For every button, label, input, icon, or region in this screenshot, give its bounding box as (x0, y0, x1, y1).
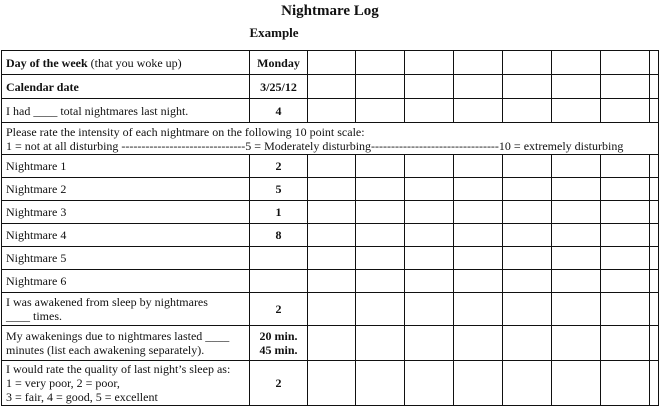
table-row-day-of-week (2, 51, 659, 75)
entry-cell[interactable] (503, 247, 552, 270)
entry-cell[interactable] (601, 224, 650, 247)
entry-cell[interactable] (405, 155, 454, 178)
entry-cell[interactable] (454, 361, 503, 406)
row-label-line: My awakenings due to nightmares lasted ____ (6, 329, 230, 343)
entry-cell[interactable] (552, 178, 601, 201)
entry-cell[interactable] (356, 99, 405, 123)
entry-cell[interactable] (650, 361, 659, 406)
entry-cell[interactable] (308, 326, 356, 361)
entry-cell[interactable] (356, 293, 405, 326)
table-row-nightmare-3 (2, 201, 659, 224)
example-cell: 8 (250, 224, 308, 247)
entry-cell[interactable] (650, 326, 659, 361)
entry-cell[interactable] (356, 178, 405, 201)
entry-cell[interactable] (601, 247, 650, 270)
example-column-heading: Example (249, 25, 299, 40)
example-cell: 2 (250, 361, 308, 406)
entry-cell[interactable] (650, 75, 659, 99)
table-row-nightmare-5 (2, 247, 659, 270)
row-label-line: I was awakened from sleep by nightmares (6, 295, 208, 309)
row-label: Nightmare 2 (2, 178, 250, 201)
table-row-sleep-quality (2, 361, 659, 406)
entry-cell[interactable] (454, 99, 503, 123)
table-row-nightmare-1 (2, 155, 659, 178)
entry-cell[interactable] (503, 224, 552, 247)
entry-cell[interactable] (503, 201, 552, 224)
entry-cell[interactable] (356, 270, 405, 293)
entry-cell[interactable] (650, 51, 659, 75)
entry-cell[interactable] (356, 247, 405, 270)
entry-cell[interactable] (308, 224, 356, 247)
entry-cell[interactable] (405, 361, 454, 406)
entry-cell[interactable] (405, 326, 454, 361)
entry-cell[interactable] (454, 247, 503, 270)
entry-cell[interactable] (601, 51, 650, 75)
entry-cell[interactable] (601, 293, 650, 326)
table-row-total-nightmares (2, 99, 659, 123)
entry-cell[interactable] (650, 155, 659, 178)
entry-cell[interactable] (356, 326, 405, 361)
entry-cell[interactable] (405, 293, 454, 326)
row-label-line: minutes (list each awakening separately). (6, 343, 205, 357)
entry-cell[interactable] (503, 361, 552, 406)
example-cell: 2 (250, 155, 308, 178)
entry-cell[interactable] (650, 99, 659, 123)
page-title: Nightmare Log (281, 3, 379, 19)
entry-cell[interactable] (552, 293, 601, 326)
entry-cell[interactable] (650, 247, 659, 270)
entry-cell[interactable] (650, 201, 659, 224)
entry-cell[interactable] (405, 51, 454, 75)
intensity-scale-instructions (2, 123, 659, 155)
entry-cell[interactable] (601, 326, 650, 361)
row-label: Nightmare 4 (2, 224, 250, 247)
entry-cell[interactable] (503, 75, 552, 99)
entry-cell[interactable] (308, 155, 356, 178)
table-row-nightmare-4 (2, 224, 659, 247)
entry-cell[interactable] (650, 224, 659, 247)
entry-cell[interactable] (552, 326, 601, 361)
entry-cell[interactable] (405, 178, 454, 201)
entry-cell[interactable] (503, 326, 552, 361)
entry-cell[interactable] (650, 293, 659, 326)
nightmare-log-table (1, 50, 659, 406)
entry-cell[interactable] (308, 361, 356, 406)
intensity-scale-legend: 1 = not at all disturbing -------------------------------5 = Moderately disturbing--------------------------------10 = extremely disturbing (6, 138, 624, 153)
entry-cell[interactable] (552, 361, 601, 406)
example-cell: 5 (250, 178, 308, 201)
entry-cell[interactable] (356, 224, 405, 247)
row-label-note: (that you woke up) (87, 55, 182, 70)
entry-cell[interactable] (454, 51, 503, 75)
table-row-nightmare-2 (2, 178, 659, 201)
entry-cell[interactable] (454, 75, 503, 99)
entry-cell[interactable] (405, 201, 454, 224)
entry-cell[interactable] (356, 51, 405, 75)
row-label: Nightmare 6 (2, 270, 250, 293)
intensity-scale-prompt: Please rate the intensity of each nightmare on the following 10 point scale: (6, 124, 365, 139)
entry-cell[interactable] (308, 247, 356, 270)
entry-cell[interactable] (454, 201, 503, 224)
entry-cell[interactable] (454, 224, 503, 247)
example-cell (250, 247, 308, 270)
entry-cell[interactable] (601, 99, 650, 123)
example-cell (250, 270, 308, 293)
entry-cell[interactable] (552, 51, 601, 75)
table-row-calendar-date (2, 75, 659, 99)
entry-cell[interactable] (601, 201, 650, 224)
row-label: Nightmare 1 (2, 155, 250, 178)
entry-cell[interactable] (454, 270, 503, 293)
entry-cell[interactable] (356, 201, 405, 224)
entry-cell[interactable] (650, 270, 659, 293)
row-label: Nightmare 3 (2, 201, 250, 224)
row-label-line: ____ times. (6, 309, 62, 323)
entry-cell[interactable] (308, 51, 356, 75)
entry-cell[interactable] (601, 178, 650, 201)
entry-cell[interactable] (552, 99, 601, 123)
row-label-line: 1 = very poor, 2 = poor, (6, 376, 120, 390)
row-label-line: 3 = fair, 4 = good, 5 = excellent (6, 390, 158, 404)
entry-cell[interactable] (552, 247, 601, 270)
row-label-bold: Day of the week (6, 55, 88, 70)
entry-cell[interactable] (503, 155, 552, 178)
row-label: Calendar date (2, 75, 250, 99)
example-line: 20 min. (259, 329, 298, 343)
table-row-awakenings-count (2, 293, 659, 326)
entry-cell[interactable] (356, 75, 405, 99)
row-label: I had ____ total nightmares last night. (2, 99, 250, 123)
example-cell (250, 326, 308, 361)
entry-cell[interactable] (454, 178, 503, 201)
entry-cell[interactable] (405, 247, 454, 270)
entry-cell[interactable] (601, 361, 650, 406)
entry-cell[interactable] (405, 99, 454, 123)
entry-cell[interactable] (356, 155, 405, 178)
entry-cell[interactable] (308, 201, 356, 224)
entry-cell[interactable] (650, 178, 659, 201)
entry-cell[interactable] (601, 155, 650, 178)
entry-cell[interactable] (308, 293, 356, 326)
example-cell: 2 (250, 293, 308, 326)
row-label-line: I would rate the quality of last night’s sleep as: (6, 362, 231, 376)
table-row-intensity-scale (2, 123, 659, 155)
entry-cell[interactable] (405, 75, 454, 99)
row-label (2, 293, 250, 326)
entry-cell[interactable] (552, 155, 601, 178)
entry-cell[interactable] (405, 270, 454, 293)
entry-cell[interactable] (405, 224, 454, 247)
entry-cell[interactable] (454, 155, 503, 178)
entry-cell[interactable] (308, 75, 356, 99)
entry-cell[interactable] (552, 270, 601, 293)
example-cell: 3/25/12 (250, 75, 308, 99)
entry-cell[interactable] (454, 293, 503, 326)
entry-cell[interactable] (503, 293, 552, 326)
entry-cell[interactable] (308, 99, 356, 123)
example-cell: 4 (250, 99, 308, 123)
entry-cell[interactable] (308, 270, 356, 293)
row-label (2, 51, 250, 75)
entry-cell[interactable] (503, 178, 552, 201)
entry-cell[interactable] (503, 270, 552, 293)
entry-cell[interactable] (552, 201, 601, 224)
row-label (2, 361, 250, 406)
row-label (2, 326, 250, 361)
entry-cell[interactable] (356, 361, 405, 406)
entry-cell[interactable] (503, 51, 552, 75)
row-label: Nightmare 5 (2, 247, 250, 270)
table-row-nightmare-6 (2, 270, 659, 293)
table-row-awakening-duration (2, 326, 659, 361)
example-cell: 1 (250, 201, 308, 224)
example-line: 45 min. (259, 343, 298, 357)
example-cell: Monday (250, 51, 308, 75)
entry-cell[interactable] (601, 270, 650, 293)
entry-cell[interactable] (552, 75, 601, 99)
entry-cell[interactable] (454, 326, 503, 361)
entry-cell[interactable] (503, 99, 552, 123)
entry-cell[interactable] (601, 75, 650, 99)
entry-cell[interactable] (308, 178, 356, 201)
entry-cell[interactable] (552, 224, 601, 247)
